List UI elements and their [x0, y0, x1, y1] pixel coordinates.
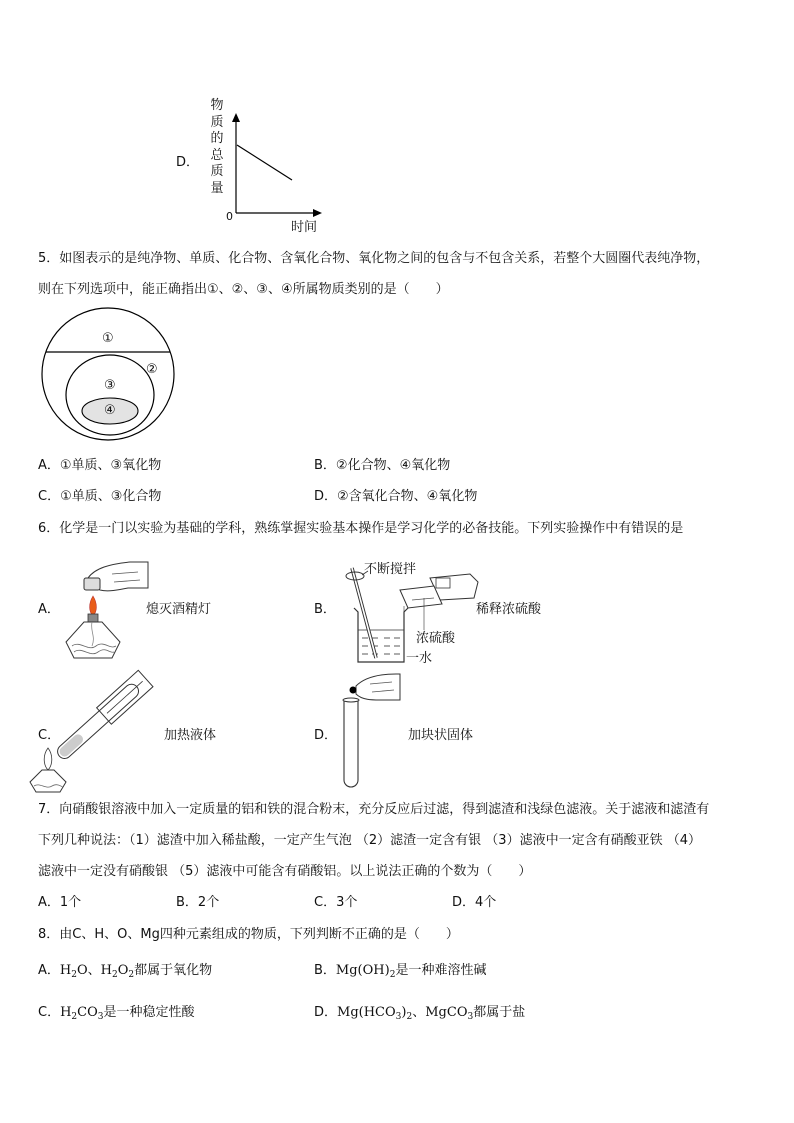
- q6-stem: 6．化学是一门以实验为基础的学科，熟练掌握实验基本操作是学习化学的必备技能。下列实验操作中有错误的是: [38, 521, 684, 536]
- option-letter: C．: [38, 1005, 61, 1020]
- q8-stem: 8．由C、H、O、Mg四种元素组成的物质，下列判断不正确的是（ ）: [38, 927, 459, 942]
- q5-option-b[interactable]: B．②化合物、④氧化物: [314, 458, 451, 473]
- venn-label-2: ②: [146, 362, 158, 377]
- q4-graph-origin: 0: [226, 210, 233, 223]
- q6-option-d-letter[interactable]: D．: [314, 728, 338, 743]
- q7-option-d[interactable]: D．4个: [452, 895, 497, 910]
- venn-label-1: ①: [102, 331, 114, 346]
- q5-option-a[interactable]: A．①单质、③氧化物: [38, 458, 162, 473]
- q4-graph-x-label: 时间: [291, 220, 318, 235]
- option-letter: D．: [314, 1005, 338, 1020]
- q5-option-c[interactable]: C．①单质、③化合物: [38, 489, 162, 504]
- formula-h2o2: $H_2O_2$: [100, 963, 135, 980]
- solid-block: [350, 687, 357, 694]
- y-label-char: 的: [210, 131, 224, 146]
- y-label-char: 总: [210, 147, 224, 163]
- option-letter: A．: [38, 963, 60, 978]
- formula-mgoh2: $Mg(OH)_2$: [335, 963, 396, 980]
- y-label-char: 量: [210, 180, 224, 196]
- label-stir: 不断搅拌: [364, 562, 417, 577]
- q7-option-a[interactable]: A．1个: [38, 895, 82, 910]
- q8-option-c[interactable]: C．$H_2CO_3$是一种稳定性酸: [38, 1005, 195, 1022]
- q8-option-b[interactable]: B．$Mg(OH)_2$是一种难溶性碱: [314, 963, 487, 980]
- q8-option-a[interactable]: A．$H_2O$、$H_2O_2$都属于氧化物: [38, 963, 213, 980]
- q8-option-d[interactable]: D．$Mg(HCO_3)_2$、MgCO$_3$都属于盐: [314, 1005, 526, 1022]
- y-label-char: 质: [210, 164, 224, 179]
- y-label-char: 质: [210, 114, 224, 130]
- q5-stem-line1: 5．如图表示的是纯净物、单质、化合物、含氧化合物、氧化物之间的包含与不包含关系，若整个大圆圈代表纯净物，: [38, 251, 710, 266]
- q7-option-c[interactable]: C．3个: [314, 895, 358, 910]
- q6-option-a-letter[interactable]: A．: [38, 602, 60, 617]
- q5-stem-line2: 则在下列选项中，能正确指出①、②、③、④所属物质类别的是（ ）: [38, 282, 449, 297]
- hand-icon: [356, 674, 400, 700]
- q6-option-b-caption: 稀释浓硫酸: [476, 602, 542, 617]
- venn-label-4: ④: [104, 403, 116, 418]
- q6-option-b-letter[interactable]: B．: [314, 602, 336, 617]
- y-label-char: 物: [210, 98, 224, 113]
- q7-stem-line3: 滤液中一定没有硝酸银 （5）滤液中可能含有硝酸铝。以上说法正确的个数为（ ）: [38, 864, 532, 879]
- q5-option-d[interactable]: D．②含氧化合物、④氧化物: [314, 489, 478, 504]
- q7-option-b[interactable]: B．2个: [176, 895, 220, 910]
- q6-option-c-letter[interactable]: C．: [38, 728, 61, 743]
- q6-option-a-caption: 熄灭酒精灯: [146, 602, 212, 617]
- label-concentrated-acid: 浓硫酸: [416, 631, 456, 646]
- q7-stem-line1: 7．向硝酸银溶液中加入一定质量的铝和铁的混合粉末，充分反应后过滤，得到滤渣和浅绿色滤液。关于滤液和滤渣有: [38, 802, 710, 817]
- q7-stem-line2: 下列几种说法：（1）滤渣中加入稀盐酸，一定产生气泡 （2）滤渣一定含有银 （3）滤液中一定含有硝酸亚铁 （4）: [38, 833, 701, 848]
- formula-h2o: $H_2O$: [59, 963, 88, 980]
- formula-h2co3: $H_2CO_3$: [60, 1005, 104, 1022]
- formula-mgco3: MgCO$_3$: [425, 1005, 474, 1022]
- option-letter: B．: [314, 963, 336, 978]
- venn-label-3: ③: [104, 378, 116, 393]
- q6-option-c-caption: 加热液体: [164, 728, 217, 743]
- q4-option-d-label: D．: [176, 155, 200, 170]
- label-water: 一水: [406, 651, 433, 666]
- formula-mghco32: $Mg(HCO_3)_2$: [337, 1005, 413, 1022]
- test-tube: [344, 700, 358, 787]
- q6-option-d-caption: 加块状固体: [408, 728, 474, 743]
